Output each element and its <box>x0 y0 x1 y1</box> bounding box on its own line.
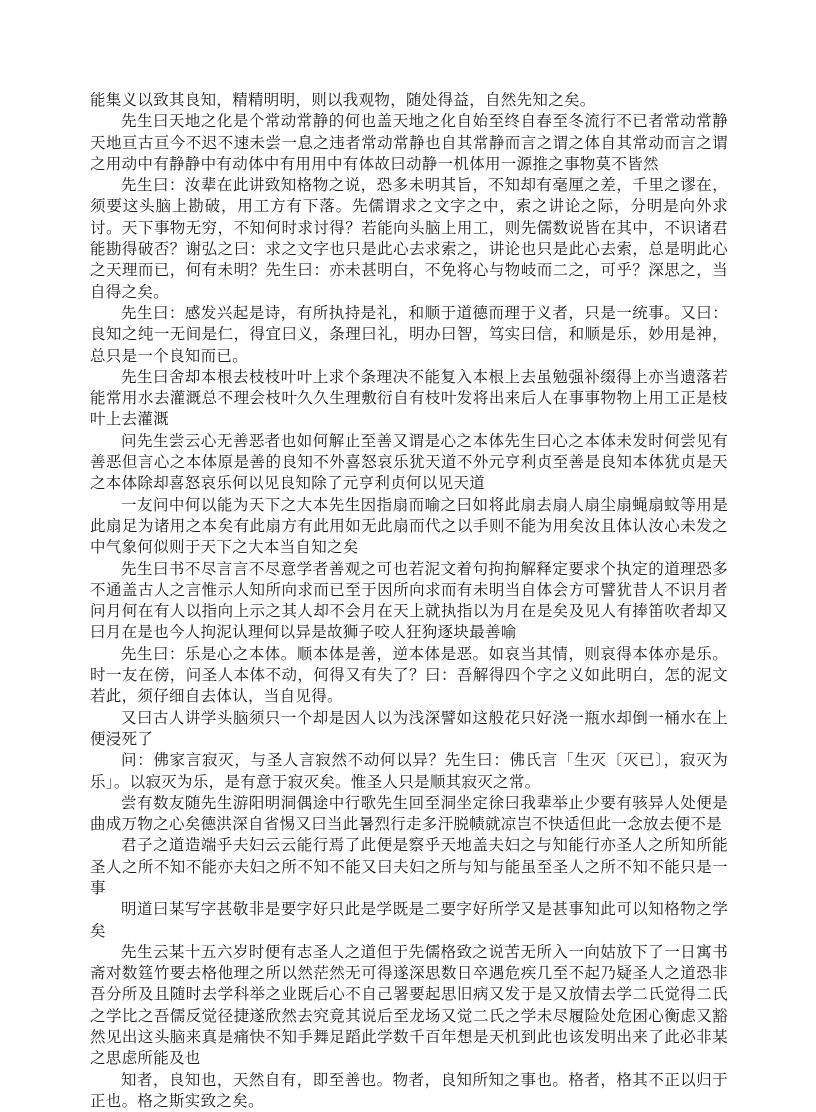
paragraph: 先生曰：乐是心之本体。顺本体是善，逆本体是恶。如哀当其情，则哀得本体亦是乐。时一友在傍，问圣人本体不动，何得又有失了？曰：吾解得四个字之义如此明白，怎的泥文若此，须仔细自去体认，当自见得。 <box>90 645 728 706</box>
paragraph: 能集义以致其良知，精精明明，则以我观物，随处得益，自然先知之矣。 <box>90 92 596 109</box>
paragraph: 先生曰：汝辈在此讲致知格物之说，恐多未明其旨，不知却有毫厘之差，千里之谬在，须要这头脑上勘破，用工方有下落。先儒谓求之文字之中，索之讲论之际，分明是向外求讨。天下事物无穷，不知何时求讨得？若能向头脑上用工，则先儒数说皆在其中，不识诸君能勘得破否？谢弘之曰：求之文字也只是此心去求索之，讲论也只是此心去索，总是明此心之天理而已，何有未明？先生曰：亦未甚明白，不免将心与物岐而二之，可乎？深思之，当自得之矣。 <box>90 177 728 301</box>
paragraph: 问：佛家言寂灭，与圣人言寂然不动何以异？先生曰：佛氏言「生灭〔灭已〕，寂灭为乐」。以寂灭为乐，是有意于寂灭矣。惟圣人只是顺其寂灭之常。 <box>90 752 728 791</box>
paragraph: 尝有数友随先生游阳明洞偶途中行歌先生回至洞坐定徐曰我辈举止少要有骇异人处便是曲成万物之心矣德洪深自省惕又曰当此暑烈行走多汗脱帻就凉岂不快适但此一念放去便不是 <box>90 794 728 834</box>
paragraph: 君子之道造端乎夫妇云云能行焉了此便是察乎天地盖夫妇之与知能行亦圣人之所知所能圣人之所不知不能亦夫妇之所不知不能又曰夫妇之所与知与能虽至圣人之所不知不能只是一事 <box>90 837 728 897</box>
paragraph: 先生曰舍却本根去枝枝叶叶上求个条理决不能复入本根上去虽勉强补缀得上亦当遗落若能常用水去灌溉总不理会枝叶久久生理敷衍自有枝叶发将出来后人在事事物物上用工正是枝叶上去灌溉 <box>90 368 728 429</box>
paragraph: 明道曰某写字甚敬非是要字好只此是学既是二要字好所学又是甚事知此可以知格物之学矣 <box>90 901 728 940</box>
paragraph: 一友问中何以能为天下之大本先生因指扇而喻之曰如将此扇去扇人扇尘扇蝇扇蚊等用是此扇足为诸用之本矣有此扇方有此用如无此扇而代之以手则不能为用矣汝且体认汝心未发之中气象何似则于天下之大本当自知之矣 <box>90 496 728 557</box>
paragraph: 先生曰书不尽言言不尽意学者善观之可也若泥文着句拘拘解释定要求个执定的道理恐多不通盖古人之言惟示人知所向求而已至于因所向求而有未明当自体会方可譬犹昔人不识月者问月何在有人以指向上示之其人却不会月在天上就执指以为月在是矣及见人有捧笛吹者却又曰月在是也今人拘泥认理何以异是故狮子咬人狂狗逐块最善喻 <box>90 560 728 642</box>
paragraph: 先生曰：感发兴起是诗，有所执持是礼，和顺于道德而理于义者，只是一统事。又曰：良知之纯一无间是仁，得宜曰义，条理曰礼，明办曰智，笃实曰信，和顺是乐，妙用是神，总只是一个良知而已。 <box>90 304 728 365</box>
paragraph: 先生曰天地之化是个常动常静的何也盖天地之化自始至终自春至冬流行不已者常动常静天地亘古亘今不迟不速未尝一息之违者常动常静也自其常静而言之谓之体自其常动而言之谓之用动中有静静中有动体中有用用中有体故曰动静一机体用一源推之事物莫不皆然 <box>90 113 728 173</box>
document-text-body <box>90 90 728 1112</box>
paragraph: 又曰古人讲学头脑须只一个却是因人以为浅深譬如这般花只好浇一瓶水却倒一桶水在上便浸死了 <box>90 709 728 748</box>
paragraph: 知者，良知也，天然自有，即至善也。物者，良知所知之事也。格者，格其不正以归于正也。格之斯实致之矣。 <box>90 1071 728 1110</box>
paragraph: 问先生尝云心无善恶者也如何解止至善又谓是心之本体先生曰心之本体未发时何尝见有善恶但言心之本体原是善的良知不外喜怒哀乐犹天道不外元亨利贞至善是良知本体犹贞是天之本体除却喜怒哀乐何以见良知除了元亨利贞何以见天道 <box>90 432 728 493</box>
paragraph: 先生云某十五六岁时便有志圣人之道但于先儒格致之说苦无所入一向姑放下了一日寓书斋对数筳竹要去格他理之所以然茫然无可得遂深思数日卒遇危疾几至不起乃疑圣人之道恐非吾分所及且随时去学科举之业既后心不自己署要起思旧病又发于是又放情去学二氏觉得二氏之学比之吾儒反觉径捷遂欣然去究竟其说后至龙场又觉二氏之学未尽履险处危困心衡虑又豁然见出这头脑来真是痛快不知手舞足蹈此学数千百年想是天机到此也该发明出来了此必非某之思虑所能及也 <box>90 943 728 1068</box>
